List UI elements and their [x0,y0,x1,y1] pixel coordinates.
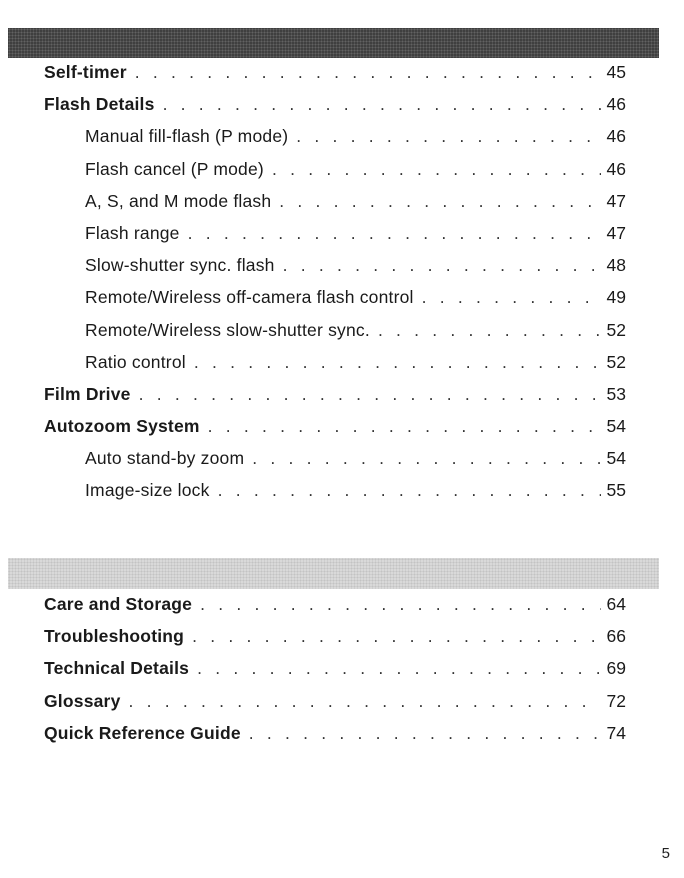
toc-entry-page: 49 [606,287,626,308]
toc-entry-page: 47 [606,222,626,243]
dot-leader [218,480,601,501]
toc-entry-label: Remote/Wireless slow-shutter sync. [85,319,370,340]
toc-entry-label: Flash cancel (P mode) [85,158,264,179]
toc-entry-label: Flash Details [44,94,155,115]
toc-entry-remote-wireless-flash-control[interactable] [44,287,626,319]
dot-leader [129,691,601,712]
toc-entry-label: Auto stand-by zoom [85,448,245,469]
toc-entry-quick-reference-guide[interactable] [44,723,626,755]
toc-entry-label: A, S, and M mode flash [85,190,272,211]
toc-entry-page: 48 [606,255,626,276]
dot-leader [422,287,601,308]
dot-leader [194,352,601,373]
toc-entry-page: 74 [606,722,626,743]
dot-leader [296,126,600,147]
toc-entry-label: Troubleshooting [44,626,185,647]
section-header-band-middle [8,558,659,589]
toc-entry-page: 55 [606,480,626,501]
toc-entry-ratio-control[interactable] [44,352,626,384]
toc-entry-label: Self-timer [44,62,127,82]
toc-entry-label: Flash range [85,222,180,243]
toc-section-2 [44,594,626,755]
section-header-band-top [8,28,659,58]
toc-entry-label: Manual fill-flash (P mode) [85,126,289,147]
toc-entry-manual-fill-flash[interactable] [44,126,626,158]
toc-entry-technical-details[interactable] [44,658,626,690]
toc-entry-care-and-storage[interactable] [44,594,626,626]
toc-entry-self-timer[interactable] [44,62,626,94]
toc-entry-page: 46 [606,158,626,179]
toc-entry-page: 46 [606,94,626,115]
dot-leader [163,94,601,115]
dot-leader [200,594,600,615]
toc-entry-page: 72 [606,690,626,711]
dot-leader [192,626,600,647]
toc-entry-label: Ratio control [85,351,186,372]
toc-entry-image-size-lock[interactable] [44,480,626,512]
toc-entry-flash-cancel[interactable] [44,159,626,191]
toc-entry-glossary[interactable] [44,691,626,723]
toc-entry-troubleshooting[interactable] [44,626,626,658]
dot-leader [197,658,600,679]
toc-entry-asm-mode-flash[interactable] [44,191,626,223]
toc-entry-remote-wireless-slow-sync[interactable] [44,320,626,352]
toc-entry-flash-range[interactable] [44,223,626,255]
toc-entry-label: Quick Reference Guide [44,722,241,743]
toc-entry-page: 54 [606,448,626,469]
toc-entry-page: 53 [606,383,626,404]
toc-entry-auto-stand-by-zoom[interactable] [44,448,626,480]
toc-entry-page: 47 [606,190,626,211]
toc-entry-page: 45 [606,62,626,82]
toc-entry-film-drive[interactable] [44,384,626,416]
toc-entry-flash-details[interactable] [44,94,626,126]
toc-entry-slow-shutter-sync-flash[interactable] [44,255,626,287]
toc-entry-page: 66 [606,626,626,647]
toc-entry-label: Remote/Wireless off-camera flash control [85,287,414,308]
toc-entry-page: 64 [606,594,626,614]
toc-entry-label: Care and Storage [44,594,193,614]
dot-leader [135,62,601,83]
dot-leader [272,159,601,180]
toc-entry-page: 54 [606,416,626,437]
dot-leader [188,223,601,244]
toc-section-1 [44,62,626,513]
toc-entry-label: Slow-shutter sync. flash [85,255,275,276]
dot-leader [378,320,601,341]
dot-leader [252,448,600,469]
dot-leader [249,723,601,744]
dot-leader [208,416,601,437]
toc-entry-autozoom-system[interactable] [44,416,626,448]
toc-entry-label: Autozoom System [44,416,200,437]
toc-entry-page: 69 [606,658,626,679]
toc-entry-label: Image-size lock [85,480,210,501]
toc-entry-page: 46 [606,126,626,147]
toc-entry-label: Film Drive [44,383,131,404]
toc-entry-page: 52 [606,319,626,340]
toc-entry-label: Technical Details [44,658,190,679]
dot-leader [139,384,601,405]
toc-entry-page: 52 [606,351,626,372]
toc-entry-label: Glossary [44,690,121,711]
dot-leader [279,191,600,212]
page-number: 5 [661,845,670,862]
dot-leader [283,255,601,276]
